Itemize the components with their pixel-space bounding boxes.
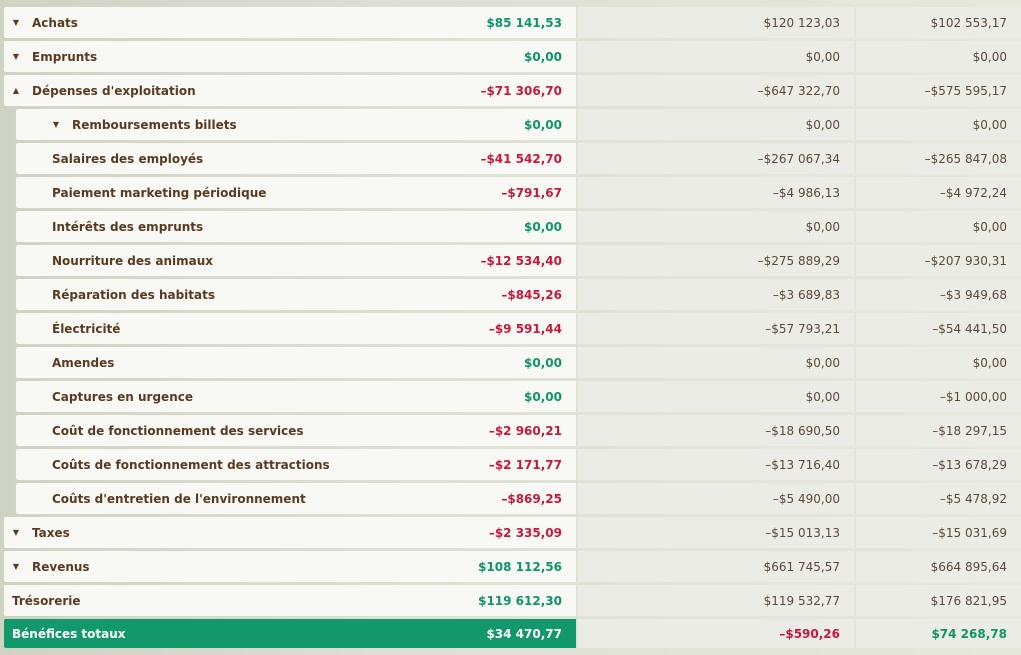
row-revenus[interactable] xyxy=(4,551,1021,582)
row-current-amount: –$2 171,77 xyxy=(488,457,562,472)
row-label-cell[interactable] xyxy=(4,517,576,548)
row-label: Salaires des employés xyxy=(52,151,204,166)
row-benefices-totaux xyxy=(4,619,1021,648)
row-electricite[interactable] xyxy=(4,313,1021,344)
row-period1-amount: $0,00 xyxy=(578,109,854,140)
row-period2-amount: $0,00 xyxy=(856,211,1021,242)
row-current-amount: –$2 335,09 xyxy=(488,525,562,540)
row-label-cell[interactable] xyxy=(16,245,576,276)
row-depenses[interactable] xyxy=(4,75,1021,106)
row-period2-amount: –$4 972,24 xyxy=(856,177,1021,208)
finance-table xyxy=(4,7,1021,651)
collapse-arrow-icon[interactable]: ▼ xyxy=(12,562,20,571)
row-label: Emprunts xyxy=(32,49,98,64)
row-services[interactable] xyxy=(4,415,1021,446)
expand-arrow-icon[interactable]: ▲ xyxy=(12,86,20,95)
row-label-cell[interactable] xyxy=(4,41,576,72)
row-period1-amount: –$647 322,70 xyxy=(578,75,854,106)
row-current-amount: –$2 960,21 xyxy=(488,423,562,438)
row-label-cell[interactable] xyxy=(4,551,576,582)
row-current-amount: $0,00 xyxy=(524,219,562,234)
row-label: Coût de fonctionnement des services xyxy=(52,423,304,438)
row-attractions[interactable] xyxy=(4,449,1021,480)
row-label-cell[interactable] xyxy=(16,381,576,412)
row-label: Trésorerie xyxy=(12,593,81,608)
row-current-amount: –$12 534,40 xyxy=(480,253,562,268)
row-label-cell[interactable] xyxy=(16,313,576,344)
row-period1-amount: –$4 986,13 xyxy=(578,177,854,208)
row-interets[interactable] xyxy=(4,211,1021,242)
row-label: Électricité xyxy=(52,321,121,336)
row-marketing[interactable] xyxy=(4,177,1021,208)
row-period2-amount: $0,00 xyxy=(856,109,1021,140)
row-period2-amount: –$207 930,31 xyxy=(856,245,1021,276)
row-period2-amount: –$1 000,00 xyxy=(856,381,1021,412)
row-label: Dépenses d'exploitation xyxy=(32,83,196,98)
row-period1-amount: –$275 889,29 xyxy=(578,245,854,276)
total-current-amount: $34 470,77 xyxy=(486,626,562,641)
row-period2-amount: –$54 441,50 xyxy=(856,313,1021,344)
row-current-amount: $0,00 xyxy=(524,355,562,370)
row-period2-amount: $102 553,17 xyxy=(856,7,1021,38)
collapse-arrow-icon[interactable]: ▼ xyxy=(12,52,20,61)
row-current-amount: $108 112,56 xyxy=(478,559,562,574)
row-period1-amount: –$267 067,34 xyxy=(578,143,854,174)
row-taxes[interactable] xyxy=(4,517,1021,548)
row-current-amount: –$71 306,70 xyxy=(480,83,562,98)
row-label-cell[interactable] xyxy=(16,109,576,140)
row-period2-amount: $176 821,95 xyxy=(856,585,1021,616)
row-label-cell[interactable] xyxy=(16,449,576,480)
row-current-amount: $85 141,53 xyxy=(486,15,562,30)
row-period1-amount: $0,00 xyxy=(578,381,854,412)
row-current-amount: $0,00 xyxy=(524,117,562,132)
row-label-cell[interactable] xyxy=(4,75,576,106)
row-label-cell[interactable] xyxy=(16,177,576,208)
row-salaires[interactable] xyxy=(4,143,1021,174)
row-nourriture[interactable] xyxy=(4,245,1021,276)
row-period2-amount: –$3 949,68 xyxy=(856,279,1021,310)
collapse-arrow-icon[interactable]: ▼ xyxy=(52,120,60,129)
row-current-amount: $119 612,30 xyxy=(478,593,562,608)
row-habitats[interactable] xyxy=(4,279,1021,310)
row-period1-amount: $0,00 xyxy=(578,347,854,378)
row-current-amount: –$869,25 xyxy=(501,491,562,506)
row-period1-amount: –$57 793,21 xyxy=(578,313,854,344)
row-current-amount: –$9 591,44 xyxy=(488,321,562,336)
row-period1-amount: –$18 690,50 xyxy=(578,415,854,446)
row-label: Remboursements billets xyxy=(72,117,237,132)
row-achats[interactable] xyxy=(4,7,1021,38)
row-emprunts[interactable] xyxy=(4,41,1021,72)
collapse-arrow-icon[interactable]: ▼ xyxy=(12,18,20,27)
row-label-cell[interactable] xyxy=(16,483,576,514)
row-label-cell[interactable] xyxy=(4,7,576,38)
row-label-cell[interactable] xyxy=(16,143,576,174)
row-label: Captures en urgence xyxy=(52,389,193,404)
row-label: Achats xyxy=(32,15,78,30)
row-period2-amount: –$575 595,17 xyxy=(856,75,1021,106)
row-label: Coûts d'entretien de l'environnement xyxy=(52,491,306,506)
collapse-arrow-icon[interactable]: ▼ xyxy=(12,528,20,537)
row-period2-amount: $0,00 xyxy=(856,41,1021,72)
row-period1-amount: $119 532,77 xyxy=(578,585,854,616)
row-label-cell[interactable] xyxy=(16,211,576,242)
row-label-cell[interactable] xyxy=(16,279,576,310)
row-label: Intérêts des emprunts xyxy=(52,219,204,234)
row-label: Taxes xyxy=(32,525,70,540)
row-label-cell[interactable] xyxy=(16,415,576,446)
row-period1-amount: $120 123,03 xyxy=(578,7,854,38)
row-label: Amendes xyxy=(52,355,115,370)
row-period1-amount: $0,00 xyxy=(578,41,854,72)
row-label: Paiement marketing périodique xyxy=(52,185,267,200)
row-period2-amount: –$18 297,15 xyxy=(856,415,1021,446)
row-period1-amount: $0,00 xyxy=(578,211,854,242)
row-period2-amount: $0,00 xyxy=(856,347,1021,378)
row-amendes[interactable] xyxy=(4,347,1021,378)
total-period1-amount: –$590,26 xyxy=(578,619,854,648)
row-label: Nourriture des animaux xyxy=(52,253,213,268)
row-period1-amount: –$5 490,00 xyxy=(578,483,854,514)
row-remboursements[interactable] xyxy=(4,109,1021,140)
row-period2-amount: –$5 478,92 xyxy=(856,483,1021,514)
row-period2-amount: –$15 031,69 xyxy=(856,517,1021,548)
total-label: Bénéfices totaux xyxy=(12,626,126,641)
row-current-amount: –$41 542,70 xyxy=(480,151,562,166)
row-label-cell xyxy=(4,585,576,616)
row-period2-amount: –$13 678,29 xyxy=(856,449,1021,480)
row-current-amount: $0,00 xyxy=(524,389,562,404)
row-label-cell[interactable] xyxy=(16,347,576,378)
row-period1-amount: –$3 689,83 xyxy=(578,279,854,310)
row-current-amount: $0,00 xyxy=(524,49,562,64)
row-captures[interactable] xyxy=(4,381,1021,412)
row-tresorerie xyxy=(4,585,1021,616)
row-period2-amount: –$265 847,08 xyxy=(856,143,1021,174)
row-period1-amount: $661 745,57 xyxy=(578,551,854,582)
row-environnement[interactable] xyxy=(4,483,1021,514)
row-label: Coûts de fonctionnement des attractions xyxy=(52,457,330,472)
row-period2-amount: $664 895,64 xyxy=(856,551,1021,582)
row-label: Réparation des habitats xyxy=(52,287,216,302)
row-period1-amount: –$15 013,13 xyxy=(578,517,854,548)
row-current-amount: –$791,67 xyxy=(501,185,562,200)
row-period1-amount: –$13 716,40 xyxy=(578,449,854,480)
row-label: Revenus xyxy=(32,559,90,574)
total-period2-amount: $74 268,78 xyxy=(856,619,1021,648)
total-label-cell xyxy=(4,619,576,648)
row-current-amount: –$845,26 xyxy=(501,287,562,302)
